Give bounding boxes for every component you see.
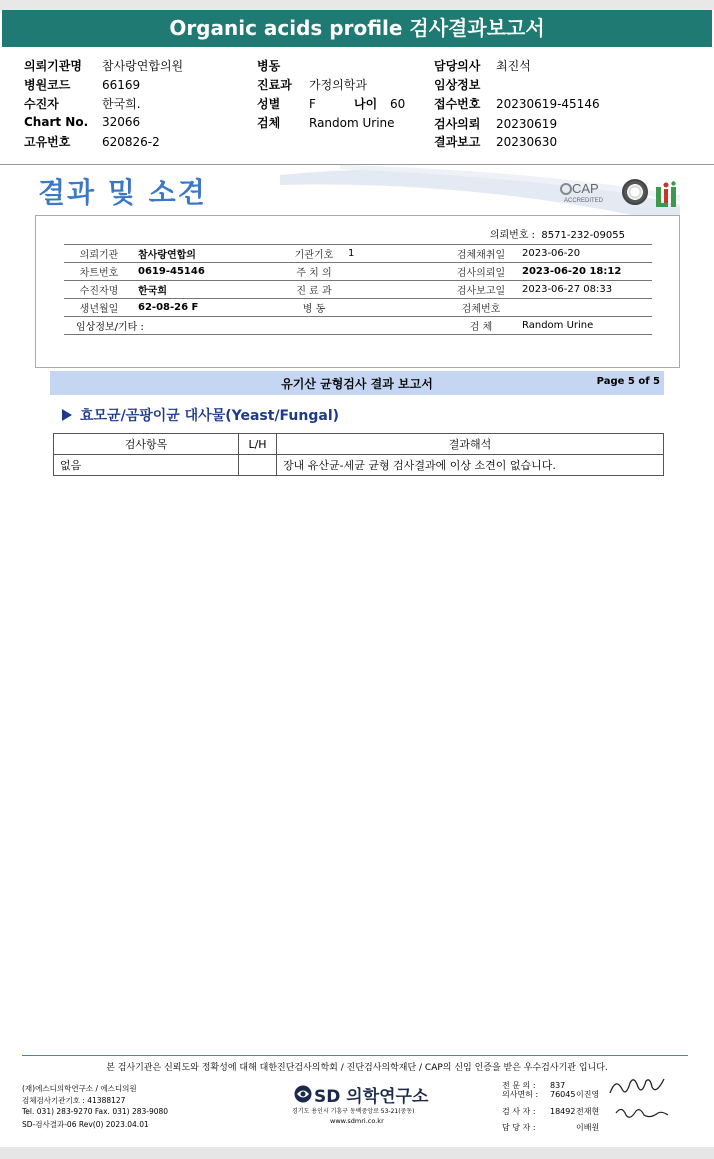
header-field-label: 병동 <box>257 59 281 73</box>
signer-name: 이배원 <box>576 1123 600 1132</box>
request-value <box>344 263 444 281</box>
footer-org: (재)에스디의학연구소 / 에스디의원 <box>22 1084 137 1093</box>
section-title: 결과 및 소견 <box>38 176 207 209</box>
seal-logo-icon <box>622 179 648 205</box>
header-field <box>257 114 395 131</box>
signer-role: 의사면허 : <box>502 1090 539 1099</box>
header-field <box>434 57 531 74</box>
footer-divider <box>22 1055 688 1056</box>
request-label: 수진자명 <box>64 281 134 299</box>
cap-logo-icon: CAP ACCREDITED <box>560 181 618 209</box>
header-field-value: 20230619 <box>496 117 558 131</box>
header-field-label: 고유번호 <box>24 135 71 149</box>
header-field-label: 검체 <box>257 116 281 130</box>
request-value: 2023-06-27 08:33 <box>518 281 652 299</box>
header-field <box>434 115 557 132</box>
sd-lab-url: www.sdmri.co.kr <box>330 1117 384 1125</box>
lab-logo-icon <box>654 181 680 209</box>
page-indicator: Page 5 of 5 <box>596 376 660 387</box>
header-field <box>257 95 316 112</box>
header-field-label: 나이 <box>354 97 378 111</box>
header-field-label: 접수번호 <box>434 97 481 111</box>
request-info-box <box>35 215 680 368</box>
header-field-value: 620826-2 <box>102 135 160 149</box>
header-field-value: 32066 <box>102 115 141 129</box>
header-field-value: 참사랑연합의원 <box>102 59 184 73</box>
header-field-value: 20230619-45146 <box>496 97 600 111</box>
request-value: 2023-06-20 18:12 <box>518 263 652 281</box>
signature-2-icon <box>614 1103 670 1123</box>
header-field-value: Random Urine <box>309 116 395 130</box>
request-value <box>344 281 444 299</box>
top-bar <box>0 0 714 10</box>
table-row <box>64 281 652 299</box>
request-label: 검체채취일 <box>444 245 518 263</box>
header-interpretation: 결과해석 <box>277 434 664 455</box>
header-field <box>257 57 309 74</box>
header-field-label: 검사의뢰 <box>434 117 481 131</box>
accreditation-logos <box>560 179 684 211</box>
request-label: 검사의뢰일 <box>444 263 518 281</box>
header-item: 검사항목 <box>54 434 239 455</box>
header-field-label: 담당의사 <box>434 59 481 73</box>
signer-role: 검 사 자 : <box>502 1107 536 1116</box>
signer-row <box>502 1122 599 1133</box>
header-field-value: 60 <box>390 97 406 111</box>
result-table <box>53 433 664 476</box>
request-label: 병 동 <box>284 299 344 317</box>
header-field-value: F <box>309 97 316 111</box>
header-field-label: 진료과 <box>257 78 292 92</box>
header-field-value: 20230630 <box>496 135 558 149</box>
header-field-label: Chart No. <box>24 115 89 129</box>
request-number: 의뢰번호 : 8571-232-09055 <box>489 230 625 241</box>
header-field <box>434 76 496 93</box>
sd-lab-name: SD 의학연구소 <box>314 1087 429 1107</box>
request-value <box>344 299 444 317</box>
signer-number: 76045 <box>550 1090 576 1099</box>
request-label: 생년월일 <box>64 299 134 317</box>
result-table-header <box>54 434 664 455</box>
specimen-value: Random Urine <box>518 317 652 335</box>
signer-role: 전 문 의 : <box>502 1081 536 1090</box>
signer-number: 18492 <box>550 1107 576 1116</box>
table-row <box>64 299 652 317</box>
header-field-label: 결과보고 <box>434 135 481 149</box>
request-label: 검사보고일 <box>444 281 518 299</box>
header-field-label: 병원코드 <box>24 78 71 92</box>
clinical-info-label: 임상정보/기타 : <box>64 317 444 335</box>
patient-header <box>0 52 714 156</box>
signer-number: 837 <box>550 1081 566 1090</box>
header-field-value: 한국희. <box>102 97 141 111</box>
header-field <box>434 133 557 150</box>
header-field <box>354 95 405 112</box>
cell-lh <box>239 455 277 476</box>
request-value: 62-08-26 F <box>134 299 284 317</box>
header-field-value: 66169 <box>102 78 141 92</box>
report-band <box>50 371 664 395</box>
request-table <box>64 244 652 335</box>
header-field-label: 임상정보 <box>434 78 481 92</box>
sd-logo-icon <box>294 1085 312 1103</box>
request-value: 0619-45146 <box>134 263 284 281</box>
triangle-bullet-icon <box>62 409 72 421</box>
request-value <box>518 299 652 317</box>
header-field <box>434 95 600 112</box>
request-value: 1 <box>344 245 444 263</box>
signer-role: 담 당 자 : <box>502 1123 536 1132</box>
header-field <box>24 57 183 74</box>
request-label: 주 치 의 <box>284 263 344 281</box>
table-row <box>64 245 652 263</box>
footer-revision: SD-검사결과-06 Rev(0) 2023.04.01 <box>22 1120 149 1129</box>
request-label: 진 료 과 <box>284 281 344 299</box>
report-band-title: 유기산 균형검사 결과 보고서 <box>281 377 433 391</box>
header-field-value: 가정의학과 <box>309 78 367 92</box>
bottom-bar <box>0 1147 714 1159</box>
table-row <box>64 263 652 281</box>
signer-row <box>502 1106 599 1117</box>
header-field-value: 최진석 <box>496 59 531 73</box>
signer-name: 전재현 <box>576 1107 600 1116</box>
request-value: 한국희 <box>134 281 284 299</box>
header-field-label: 의뢰기관명 <box>24 59 82 73</box>
signer-name: 이진영 <box>576 1090 600 1099</box>
footer-code: 검체검사기관기호 : 41388127 <box>22 1096 126 1105</box>
header-field <box>24 76 140 93</box>
subsection-title: 효모균/곰팡이균 대사물(Yeast/Fungal) <box>62 405 339 425</box>
footer-phone: Tel. 031) 283-9270 Fax. 031) 283-9080 <box>22 1107 169 1116</box>
signer-row <box>502 1089 599 1100</box>
header-field-label: 수진자 <box>24 97 59 111</box>
header-field <box>24 133 160 150</box>
header-lh: L/H <box>239 434 277 455</box>
table-row <box>54 455 664 476</box>
header-field-label: 성별 <box>257 97 281 111</box>
sd-lab-address: 경기도 용인시 기흥구 동백중앙로 53-21(중동) <box>292 1108 415 1115</box>
table-row <box>64 317 652 335</box>
specimen-label: 검 체 <box>444 317 518 335</box>
request-value: 참사랑연합의 <box>134 245 284 263</box>
footer-notice: 본 검사기관은 신뢰도와 정확성에 대해 대한진단검사의학회 / 진단검사의학재단 / CAP의 신임 인증을 받은 우수검사기관 입니다. <box>106 1063 608 1073</box>
header-field <box>24 95 141 112</box>
header-field <box>24 115 140 129</box>
header-field <box>257 76 367 93</box>
request-label: 차트번호 <box>64 263 134 281</box>
cell-interpretation: 장내 유산균-세균 균형 검사결과에 이상 소견이 없습니다. <box>277 455 664 476</box>
report-title: Organic acids profile 검사결과보고서 <box>2 10 712 47</box>
cell-item: 없음 <box>54 455 239 476</box>
request-label: 기관기호 <box>284 245 344 263</box>
request-label: 의뢰기관 <box>64 245 134 263</box>
request-value: 2023-06-20 <box>518 245 652 263</box>
signature-1-icon <box>606 1073 668 1101</box>
report-sheet <box>0 165 714 1159</box>
request-label: 검체번호 <box>444 299 518 317</box>
